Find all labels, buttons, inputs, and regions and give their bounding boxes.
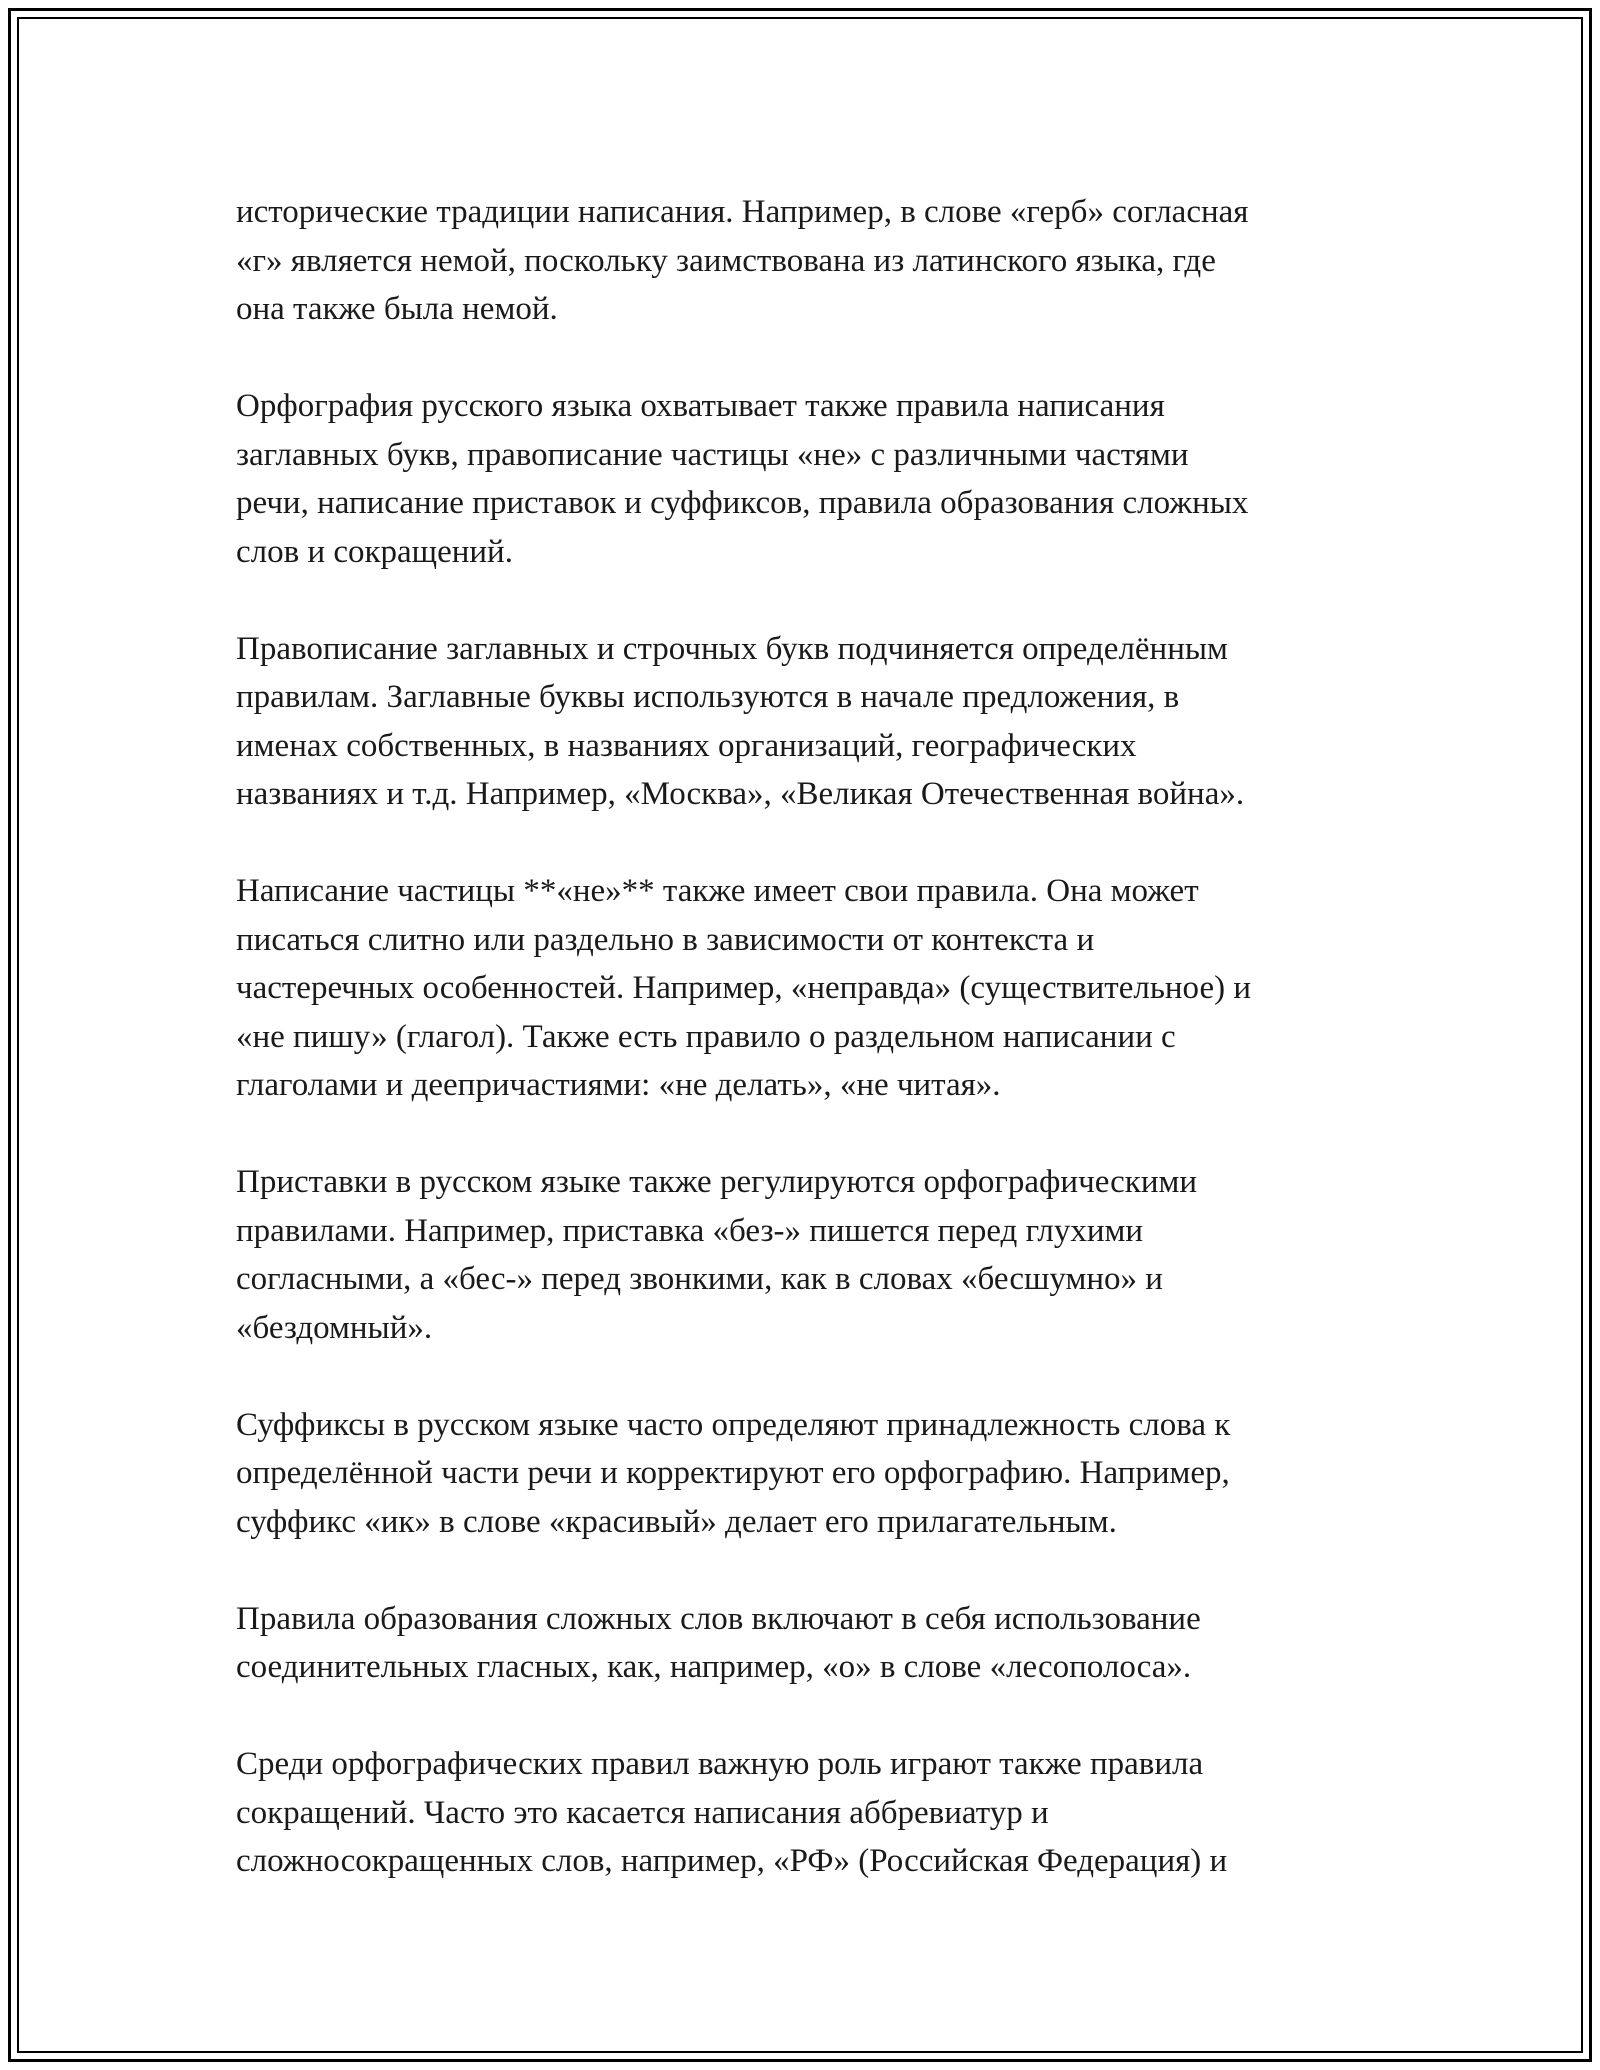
paragraph-capital-letters: Правописание заглавных и строчных букв подчиняется определённым правилам. Заглавные буквы используются в начале предложения, в именах собственных, в названиях организаций, географических названиях и т.д. Например, «Москва», «Великая Отечественная война». — [236, 630, 1245, 812]
paragraph-orthography-scope: Орфография русского языка охватывает также правила написания заглавных букв, правописание частицы «не» с различными частями речи, написание приставок и суффиксов, правила образования сложных слов и сокращений. — [236, 388, 1249, 570]
paragraph-abbreviations: Среди орфографических правил важную роль играют также правила сокращений. Часто это касается написания аббревиатур и сложносокращенных слов, например, «РФ» (Российская Федерация) и — [236, 1746, 1228, 1879]
paragraph-compound-words: Правила образования сложных слов включают в себя использование соединительных гласных, как, например, «о» в слове «лесополоса». — [236, 1600, 1201, 1685]
paragraph-suffixes: Суффиксы в русском языке часто определяют принадлежность слова к определённой части речи и корректируют его орфографию. Например, суффикс «ик» в слове «красивый» делает его прилагательным. — [236, 1406, 1231, 1540]
paragraph-historical-traditions: исторические традиции написания. Например, в слове «герб» согласная «г» является немой, поскольку заимствована из латинского языка, где она также была немой. — [236, 194, 1249, 327]
document-body — [236, 188, 1401, 1886]
paragraph-particle-ne: Написание частицы **«не»** также имеет свои правила. Она может писаться слитно или раздельно в зависимости от контекста и частеречных особенностей. Например, «неправда» (существительное) и «не пишу» (глагол). Также есть правило о раздельном написании с глаголами и деепричастиями: «не делать», «не читая». — [236, 873, 1251, 1103]
paragraph-prefixes: Приставки в русском языке также регулируются орфографическими правилами. Например, приставка «без-» пишется перед глухими согласными, а «бес-» перед звонкими, как в словах «бесшумно» и «бездомный». — [236, 1164, 1198, 1346]
